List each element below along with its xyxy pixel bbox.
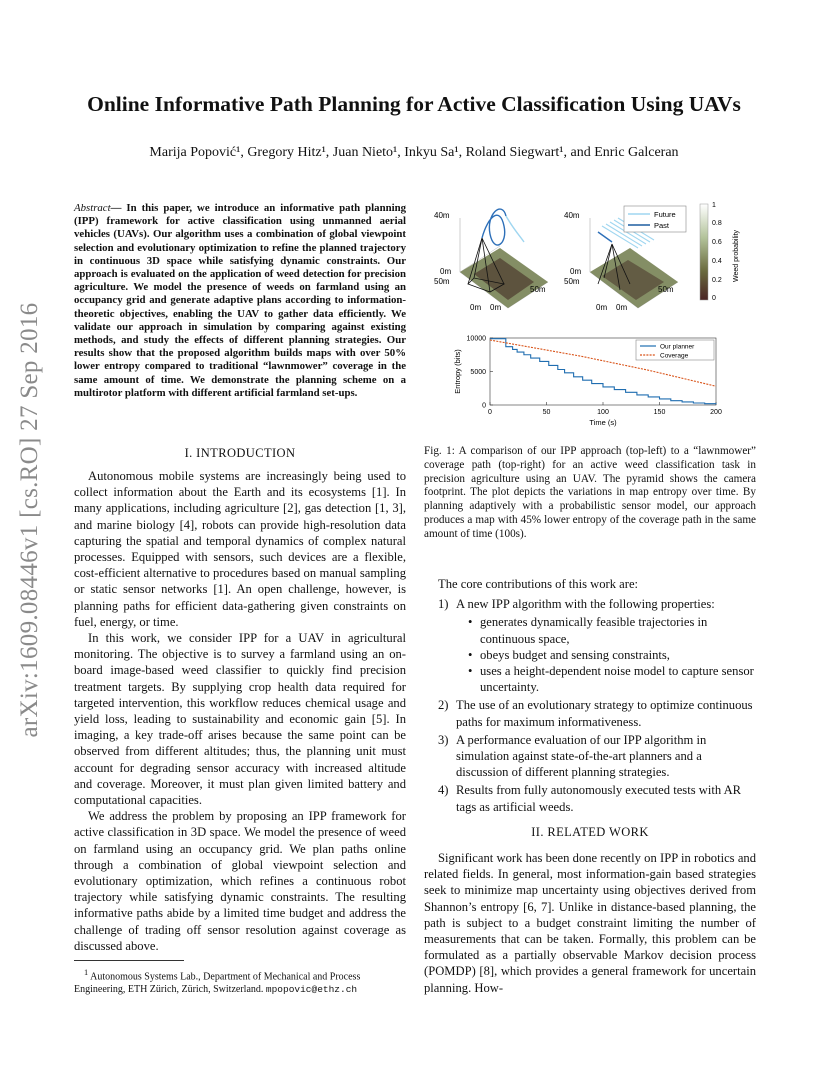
- right-3d-plot: [564, 206, 686, 312]
- x-tick-label: 0: [488, 409, 492, 416]
- contribution-number: 1): [438, 597, 449, 612]
- colorbar-tick-0.6: 0.6: [712, 239, 722, 246]
- abstract-label: Abstract: [74, 202, 111, 214]
- abstract-text: — In this paper, we introduce an informative path planning (IPP) framework for active classification using unmanned aerial vehicles (UAVs). Our algorithm uses a combination of global viewpoint selection and evolutionary optimization to refine the planned trajectory in continuous 3D space while satisfying dynamic constraints. Our approach is evaluated on the application of weed detection for precision agriculture. We model the presence of weeds on farmland using an occupancy grid and generate adaptive plans according to information-theoretic objectives, enabling the UAV to gather data efficiently. We validate our approach in simulation by comparing against existing methods, and study the effects of different planning strategies. Our results show that the proposed algorithm builds maps with over 50% lower entropy compared to traditional “lawnmower” coverage in the same amount of time. We demonstrate the planning scheme on a multirotor platform with different artificial farmland set-ups.: [74, 202, 406, 399]
- abstract: [74, 202, 406, 400]
- contribution-text: A performance evaluation of our IPP algorithm in simulation against state-of-the-art planners and a discussion of different planning strategies.: [456, 732, 707, 780]
- contribution-bullets: [456, 614, 756, 695]
- contributions: [424, 576, 756, 817]
- contribution-item: [424, 782, 756, 814]
- left-y-label: 50m: [434, 277, 450, 286]
- right-y-label: 50m: [564, 277, 580, 286]
- colorbar-tick-0: 0: [712, 295, 716, 302]
- left-3d-plot: [434, 209, 548, 312]
- right-z-top-label: 40m: [564, 211, 580, 220]
- x-tick-label: 50: [542, 409, 551, 416]
- footnote: [74, 966, 406, 996]
- author-list: Marija Popović¹, Gregory Hitz¹, Juan Nieto¹, Inkyu Sa¹, Roland Siegwart¹, and Enric Galceran: [149, 145, 679, 160]
- x-axis-label: Time (s): [589, 418, 617, 427]
- y-tick-label: 5000: [470, 369, 486, 376]
- entropy-legend: [636, 340, 714, 360]
- contribution-item: [424, 596, 756, 695]
- arxiv-stamp-text: arXiv:1609.08446v1 [cs.RO] 27 Sep 2016: [16, 302, 43, 738]
- contribution-number: 3): [438, 732, 449, 747]
- y-axis-label: Entropy (bits): [453, 349, 462, 394]
- left-x-origin-label: 0m: [490, 303, 502, 312]
- paper-title: Online Informative Path Planning for Active Classification Using UAVs: [87, 92, 741, 116]
- colorbar-label: Weed probability: [733, 229, 740, 282]
- related-paragraph-1: Significant work has been done recently on IPP in robotics and related fields. In general, most information-gain based strategies seek to minimize map uncertainty using objectives derived from Shannon’s entropy [6, 7]. Unlike in distance-based planning, the path is subject to a budget constraint limiting the number of measurements that can be taken. Formally, this problem can be formulated as a partially observable Markov decision process (POMDP) [8], which provides a general framework for uncertain planning. How-: [424, 851, 756, 995]
- intro-paragraph-2: In this work, we consider IPP for a UAV in agricultural monitoring. The objective is to survey a farmland using an on-board image-based weed classifier to quickly find precision treatment targets. By supplying crop health data required for targeted intervention, this workflow reduces chemical usage and yield loss, leading to sustainability and economic gain [5]. In imaging, a key trade-off arises because the same point can be observed from different altitudes; thus, the planning unit must account for degrading sensor accuracy with increased altitude and coverage. Moreover, it must plan given limited battery and computational capacities.: [74, 631, 406, 808]
- bullet-item: • generates dynamically feasible trajectories in continuous space,: [456, 614, 756, 646]
- intro-paragraph-3: We address the problem by proposing an IPP framework for active classification in 3D space. We model the presence of weed on farmland using an occupancy grid. We plan paths online through a combination of global viewpoint selection and evolutionary optimization, which refines a continuous robot trajectory while satisfying dynamic constraints. The resulting informative paths abide by a limited time budget and address the challenge of trading off sensor resolution against coverage as discussed above.: [74, 809, 406, 953]
- legend-our-planner: Our planner: [660, 343, 695, 351]
- x-tick-label: 150: [653, 409, 666, 416]
- legend-coverage: Coverage: [660, 352, 689, 360]
- contribution-text: A new IPP algorithm with the following properties:: [456, 597, 715, 612]
- section-heading-related: II. RELATED WORK: [531, 825, 649, 839]
- contribution-number: 2): [438, 698, 449, 713]
- y-tick-label: 10000: [466, 335, 486, 343]
- right-z-bottom-label: 0m: [570, 267, 582, 276]
- footnote-text: Autonomous Systems Lab., Department of Mechanical and Process Engineering, ETH Zürich, Zürich, Switzerland.: [74, 971, 361, 996]
- right-x-label: 50m: [658, 285, 674, 294]
- footnote-email[interactable]: mpopovic@ethz.ch: [265, 984, 358, 996]
- contribution-text: Results from fully autonomously executed tests with AR tags as artificial weeds.: [456, 783, 742, 814]
- bullet-item: • obeys budget and sensing constraints,: [456, 647, 756, 663]
- figure-caption: Fig. 1: A comparison of our IPP approach (top-left) to a “lawnmower” coverage path (top-right) for an active weed classification task in precision agriculture using an UAV. The pyramid shows the camera footprint. The plot depicts the variations in map entropy over time. By planning adaptively with a probabilistic sensor model, our approach produces a map with 45% lower entropy of the coverage path in the same amount of time (100s).: [424, 445, 756, 540]
- x-tick-label: 200: [710, 409, 722, 416]
- contribution-item: [424, 697, 756, 729]
- intro-body: [74, 468, 406, 954]
- contribution-number: 4): [438, 783, 449, 798]
- colorbar: [700, 204, 708, 300]
- figure-1: [424, 196, 764, 436]
- y-tick-label: 0: [482, 402, 486, 410]
- legend-past: Past: [654, 221, 670, 230]
- legend-future: Future: [654, 210, 676, 219]
- section-heading-intro: I. INTRODUCTION: [184, 446, 296, 460]
- bullet-item: • uses a height-dependent noise model to capture sensor uncertainty.: [456, 663, 756, 695]
- intro-paragraph-1: Autonomous mobile systems are increasingly being used to collect information about the Earth and its ecosystems [1]. In many applications, including agriculture [2], gas detection [1, 3], and marine biology [4], robots can provide high-resolution data capturing the spatial and temporal dynamics of complex natural processes. Equipped with sensors, such devices are a flexible, cost-efficient alternative to procedures based on manual sampling or static sensor networks [1]. An open challenge, however, is planning paths for efficient data-gathering given constraints on fuel, energy, or time.: [74, 469, 406, 629]
- right-x-origin-label: 0m: [616, 303, 628, 312]
- x-tick-label: 100: [597, 409, 609, 416]
- entropy-chart: [453, 336, 722, 428]
- colorbar-tick-0.2: 0.2: [712, 277, 722, 284]
- left-z-bottom-label: 0m: [440, 267, 452, 276]
- footnote-rule: [74, 960, 184, 961]
- colorbar-tick-0.8: 0.8: [712, 220, 722, 227]
- colorbar-tick-1: 1: [712, 202, 716, 209]
- right-origin-label: 0m: [596, 303, 608, 312]
- contributions-intro: The core contributions of this work are:: [438, 577, 639, 591]
- contribution-text: The use of an evolutionary strategy to optimize continuous paths for maximum informativeness.: [456, 698, 753, 729]
- colorbar-tick-0.4: 0.4: [712, 258, 722, 265]
- left-x-label: 50m: [530, 285, 546, 294]
- arxiv-stamp: [14, 285, 46, 755]
- left-z-top-label: 40m: [434, 211, 450, 220]
- contribution-item: [424, 732, 756, 781]
- left-origin-label: 0m: [470, 303, 482, 312]
- footnote-mark: 1: [84, 968, 89, 977]
- contributions-list: [424, 596, 756, 815]
- related-body: [424, 850, 756, 996]
